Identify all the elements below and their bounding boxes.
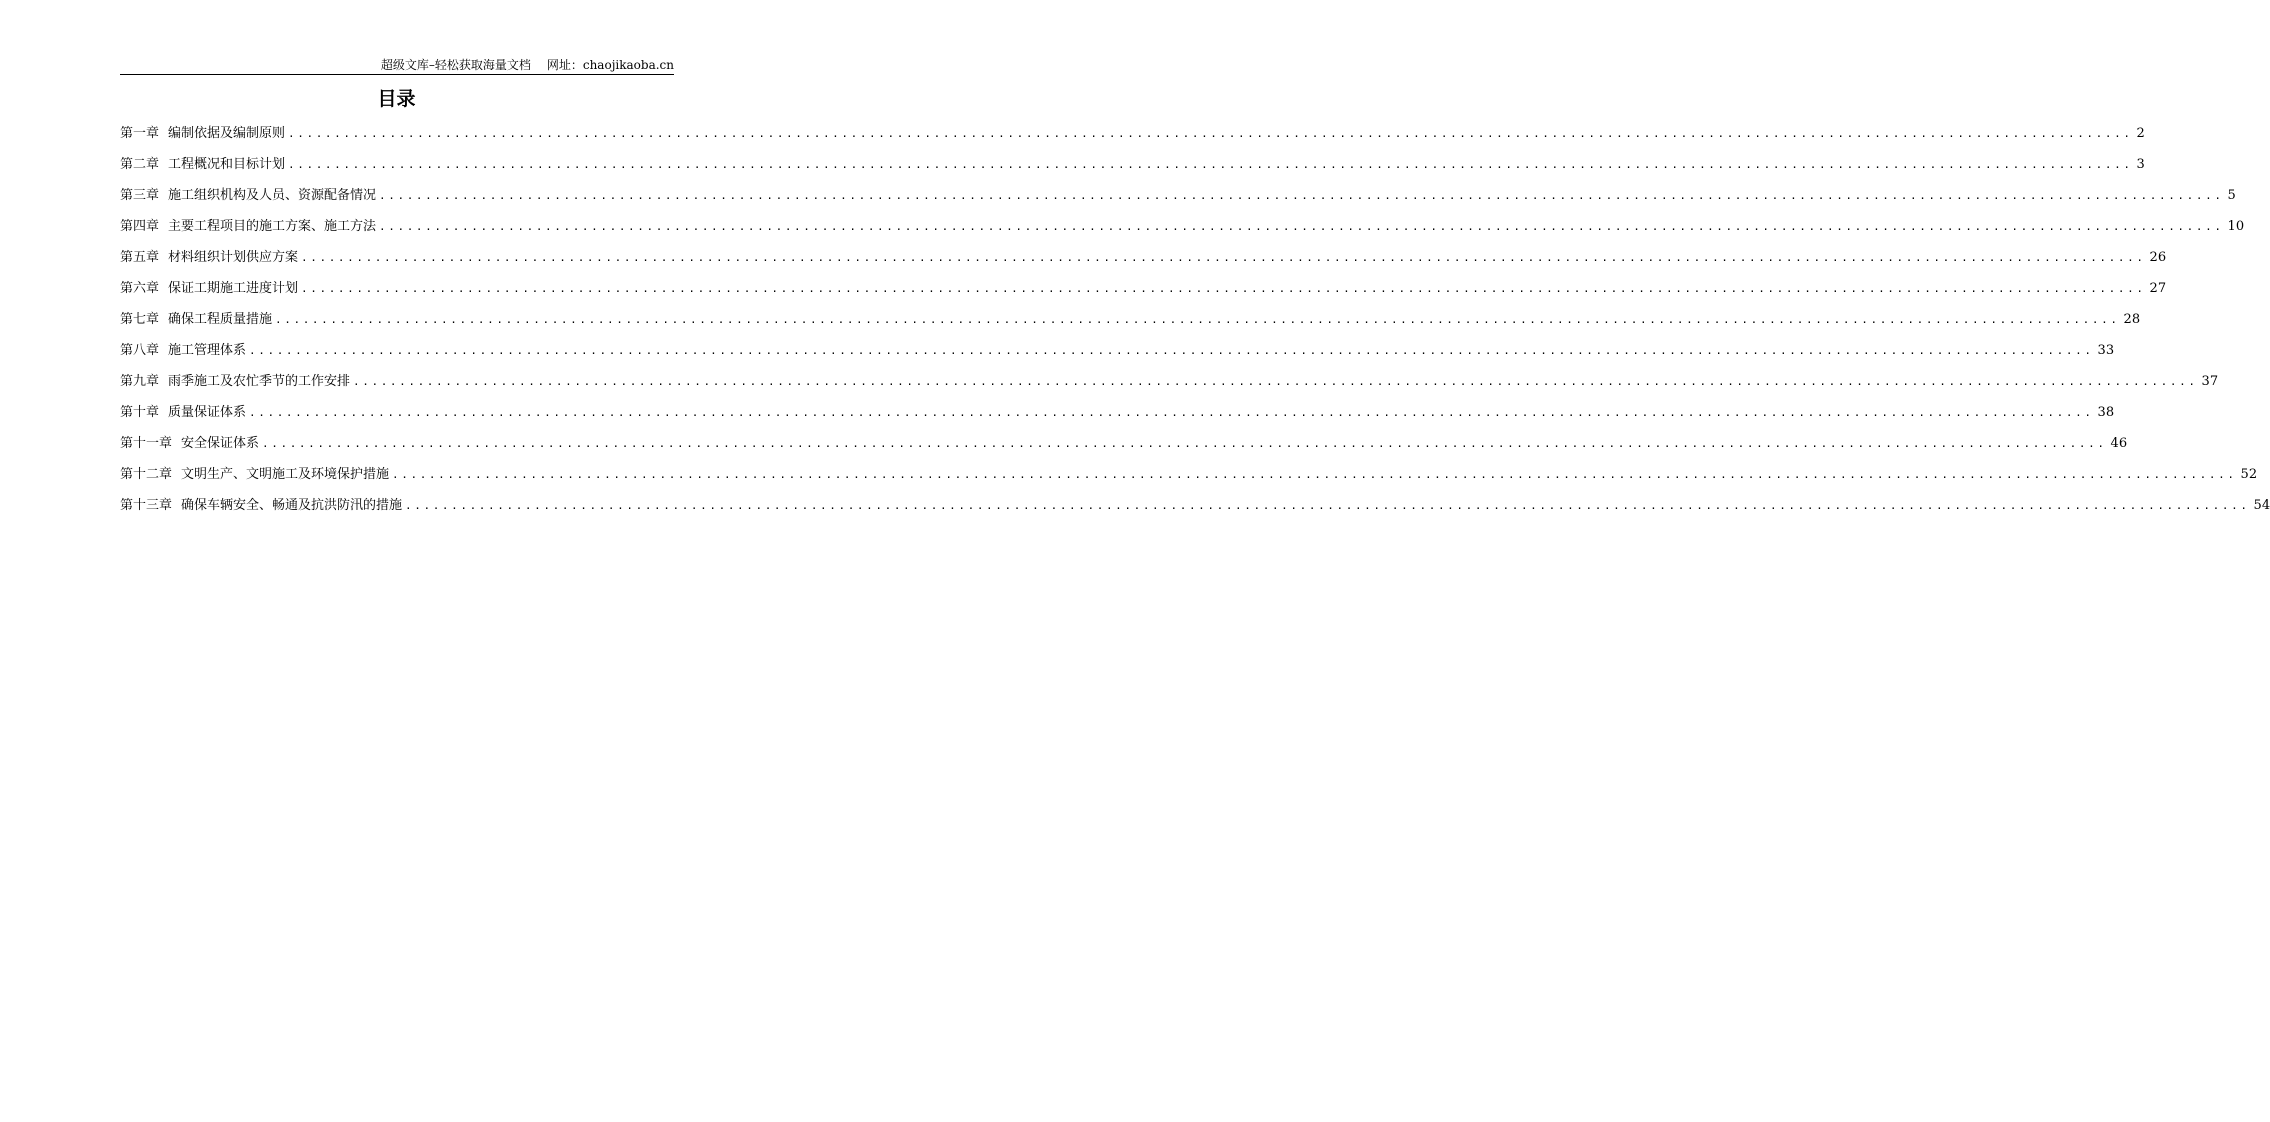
table-of-contents [120,122,2270,525]
header-url-label: 网址： [546,58,583,72]
toc-page-number: 5 [2227,188,2236,203]
toc-chapter-title: 确保工程质量措施 [168,312,273,327]
toc-page-number: 28 [2123,312,2141,327]
toc-page-number: 37 [2201,374,2219,389]
toc-chapter-number: 第一章 [120,126,160,141]
toc-page-number: 46 [2110,436,2128,451]
toc-page-number: 26 [2149,250,2167,265]
toc-page-number: 2 [2136,126,2145,141]
toc-chapter-title: 施工管理体系 [168,343,247,358]
toc-chapter-number: 第十一章 [120,436,173,451]
toc-entry[interactable] [120,401,2115,432]
toc-chapter-title: 工程概况和目标计划 [168,157,286,172]
toc-dot-leader: ........................................................................................................................................................................................................ [405,499,2250,512]
toc-dot-leader: ........................................................................................................................................................................................................ [379,220,2224,233]
toc-chapter-number: 第八章 [120,343,160,358]
toc-chapter-number: 第十章 [120,405,160,420]
toc-page-number: 33 [2097,343,2115,358]
toc-page-number: 54 [2253,498,2270,513]
page-title: 目录 [377,88,416,110]
toc-dot-leader: ........................................................................................................................................................................................................ [275,313,2120,326]
toc-entry[interactable] [120,184,2236,215]
header-url: chaojikaoba.cn [582,58,674,72]
toc-chapter-title: 质量保证体系 [168,405,247,420]
toc-chapter-title: 确保车辆安全、畅通及抗洪防汛的措施 [181,498,403,513]
toc-entry[interactable] [120,153,2145,184]
toc-entry[interactable] [120,277,2167,308]
toc-dot-leader: ........................................................................................................................................................................................................ [249,406,2094,419]
toc-chapter-number: 第六章 [120,281,160,296]
toc-chapter-title: 文明生产、文明施工及环境保护措施 [181,467,390,482]
toc-dot-leader: ........................................................................................................................................................................................................ [301,251,2146,264]
toc-dot-leader: ........................................................................................................................................................................................................ [379,189,2224,202]
toc-dot-leader: ........................................................................................................................................................................................................ [353,375,2198,388]
toc-page-number: 27 [2149,281,2167,296]
toc-page-number: 38 [2097,405,2115,420]
toc-entry[interactable] [120,370,2219,401]
toc-entry[interactable] [120,246,2167,277]
toc-page-number: 52 [2240,467,2258,482]
toc-chapter-title: 主要工程项目的施工方案、施工方法 [168,219,377,234]
toc-chapter-number: 第四章 [120,219,160,234]
toc-dot-leader: ........................................................................................................................................................................................................ [392,468,2237,481]
toc-dot-leader: ........................................................................................................................................................................................................ [288,127,2133,140]
toc-dot-leader: ........................................................................................................................................................................................................ [288,158,2133,171]
toc-entry[interactable] [120,432,2128,463]
toc-dot-leader: ........................................................................................................................................................................................................ [262,437,2107,450]
toc-chapter-title: 编制依据及编制原则 [168,126,286,141]
toc-chapter-number: 第七章 [120,312,160,327]
toc-chapter-title: 材料组织计划供应方案 [168,250,299,265]
toc-page-number: 3 [2136,157,2145,172]
toc-chapter-title: 保证工期施工进度计划 [168,281,299,296]
toc-chapter-title: 雨季施工及农忙季节的工作安排 [168,374,351,389]
toc-page-number: 10 [2227,219,2245,234]
toc-dot-leader: ........................................................................................................................................................................................................ [249,344,2094,357]
page-header [120,56,674,75]
toc-chapter-title: 施工组织机构及人员、资源配备情况 [168,188,377,203]
toc-entry[interactable] [120,494,2270,525]
toc-entry[interactable] [120,339,2115,370]
toc-entry[interactable] [120,122,2145,153]
toc-chapter-number: 第十二章 [120,467,173,482]
toc-chapter-number: 第十三章 [120,498,173,513]
toc-chapter-number: 第五章 [120,250,160,265]
toc-entry[interactable] [120,463,2258,494]
toc-chapter-number: 第二章 [120,157,160,172]
toc-chapter-title: 安全保证体系 [181,436,260,451]
toc-entry[interactable] [120,308,2141,339]
header-site-text: 超级文库–轻松获取海量文档 [380,58,531,72]
toc-entry[interactable] [120,215,2245,246]
toc-dot-leader: ........................................................................................................................................................................................................ [301,282,2146,295]
toc-chapter-number: 第九章 [120,374,160,389]
toc-chapter-number: 第三章 [120,188,160,203]
